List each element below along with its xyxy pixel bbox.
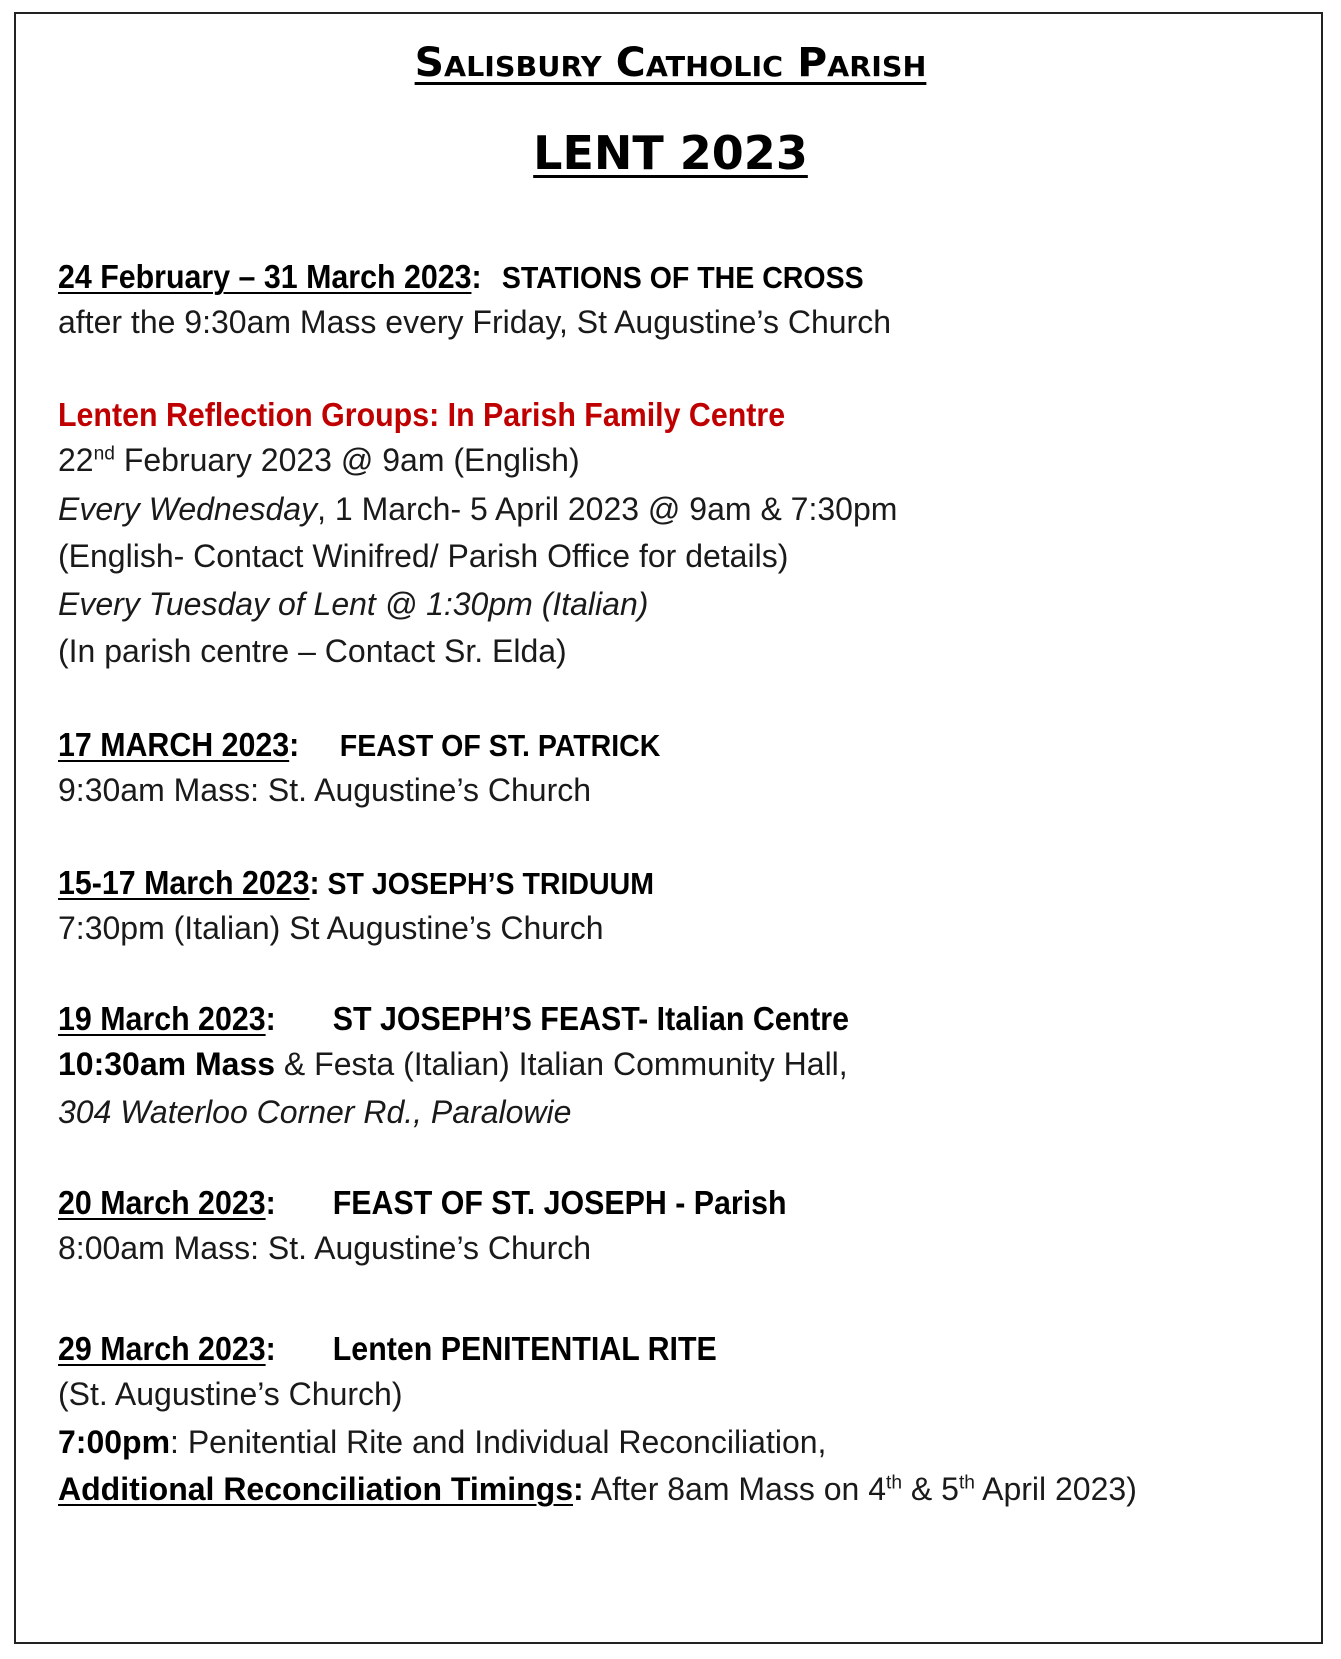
joseph-feast-detail: 10:30am Mass & Festa (Italian) Italian Community Hall, bbox=[58, 1046, 848, 1082]
triduum-heading: 15-17 March 2023: ST JOSEPH’S TRIDUUM bbox=[58, 864, 654, 901]
stations-detail: after the 9:30am Mass every Friday, St Augustine’s Church bbox=[58, 304, 891, 340]
joseph-feast-heading: 19 March 2023: ST JOSEPH’S FEAST- Italian Centre bbox=[58, 1000, 850, 1037]
reflection-line-4: Every Tuesday of Lent @ 1:30pm (Italian) bbox=[58, 586, 649, 622]
patrick-detail: 9:30am Mass: St. Augustine’s Church bbox=[58, 772, 592, 808]
joseph-parish-heading: 20 March 2023: FEAST OF ST. JOSEPH - Parish bbox=[58, 1184, 787, 1221]
triduum-detail: 7:30pm (Italian) St Augustine’s Church bbox=[58, 910, 604, 946]
stations-heading: 24 February – 31 March 2023: STATIONS OF THE CROSS bbox=[58, 258, 864, 295]
patrick-title: FEAST OF ST. PATRICK bbox=[339, 728, 661, 763]
joseph-feast-address: 304 Waterloo Corner Rd., Paralowie bbox=[58, 1094, 572, 1130]
joseph-parish-date: 20 March 2023 bbox=[58, 1184, 266, 1221]
page-border bbox=[14, 12, 1323, 1644]
stations-title: STATIONS OF THE CROSS bbox=[501, 260, 864, 295]
triduum-date: 15-17 March 2023 bbox=[58, 864, 310, 901]
patrick-heading: 17 MARCH 2023: FEAST OF ST. PATRICK bbox=[58, 726, 661, 763]
penitential-title: Lenten PENITENTIAL RITE bbox=[332, 1330, 717, 1367]
penitential-location: (St. Augustine’s Church) bbox=[58, 1376, 403, 1412]
stations-date: 24 February – 31 March 2023 bbox=[58, 258, 472, 295]
triduum-title: ST JOSEPH’S TRIDUUM bbox=[319, 866, 654, 901]
penitential-heading: 29 March 2023: Lenten PENITENTIAL RITE bbox=[58, 1330, 717, 1367]
season-title: LENT 2023 bbox=[533, 126, 808, 180]
reflection-line-1: 22nd February 2023 @ 9am (English) bbox=[58, 442, 580, 478]
reflection-line-2: Every Wednesday, 1 March- 5 April 2023 @ 9am & 7:30pm bbox=[58, 491, 898, 527]
penitential-extra: Additional Reconciliation Timings: After 8am Mass on 4th & 5th April 2023) bbox=[58, 1471, 1137, 1507]
reflection-line-5: (In parish centre – Contact Sr. Elda) bbox=[58, 633, 567, 669]
penitential-date: 29 March 2023 bbox=[58, 1330, 266, 1367]
joseph-parish-title: FEAST OF ST. JOSEPH - Parish bbox=[332, 1184, 787, 1221]
joseph-feast-title: ST JOSEPH’S FEAST- Italian Centre bbox=[332, 1000, 850, 1037]
joseph-feast-date: 19 March 2023 bbox=[58, 1000, 266, 1037]
reflection-line-3: (English- Contact Winifred/ Parish Office for details) bbox=[58, 538, 789, 574]
parish-title: Salisbury Catholic Parish bbox=[414, 40, 927, 86]
joseph-parish-detail: 8:00am Mass: St. Augustine’s Church bbox=[58, 1230, 592, 1266]
patrick-date: 17 MARCH 2023 bbox=[58, 726, 290, 763]
reflection-heading: Lenten Reflection Groups: In Parish Family Centre bbox=[58, 396, 786, 433]
penitential-time: 7:00pm: Penitential Rite and Individual Reconciliation, bbox=[58, 1424, 827, 1460]
